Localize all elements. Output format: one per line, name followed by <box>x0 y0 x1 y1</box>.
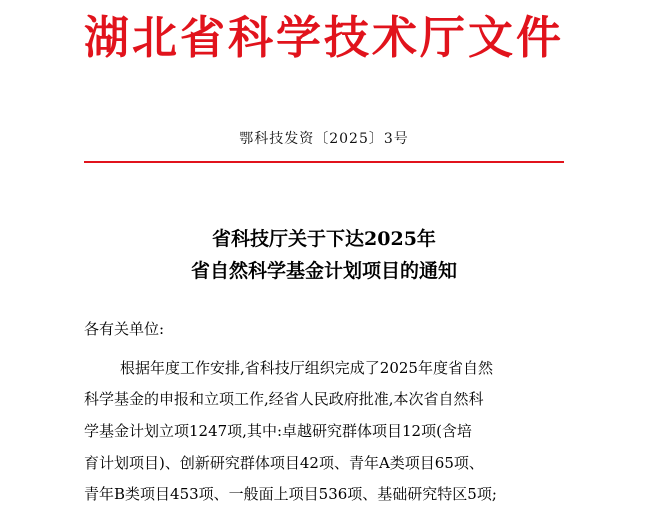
red-divider-line <box>84 161 564 163</box>
document-number: 鄂科技发资〔2025〕3号 <box>239 131 409 147</box>
body-paragraph-line: 根据年度工作安排,省科技厅组织完成了2025年度省自然 <box>120 359 493 377</box>
body-paragraph-line: 育计划项目)、创新研究群体项目42项、青年A类项目65项、 <box>84 454 484 472</box>
salutation: 各有关单位: <box>84 320 165 338</box>
notice-title-line-1: 省科技厅关于下达2025年 <box>212 228 436 250</box>
body-paragraph-line: 青年B类项目453项、一般面上项目536项、基础研究特区5项; <box>84 485 497 503</box>
document-header-title: 湖北省科学技术厅文件 <box>83 11 564 64</box>
body-paragraph-line: 学基金计划立项1247项,其中:卓越研究群体项目12项(含培 <box>84 422 472 440</box>
notice-title-line-2: 省自然科学基金计划项目的通知 <box>190 260 457 282</box>
body-paragraph-line: 科学基金的申报和立项工作,经省人民政府批准,本次省自然科 <box>84 390 484 408</box>
